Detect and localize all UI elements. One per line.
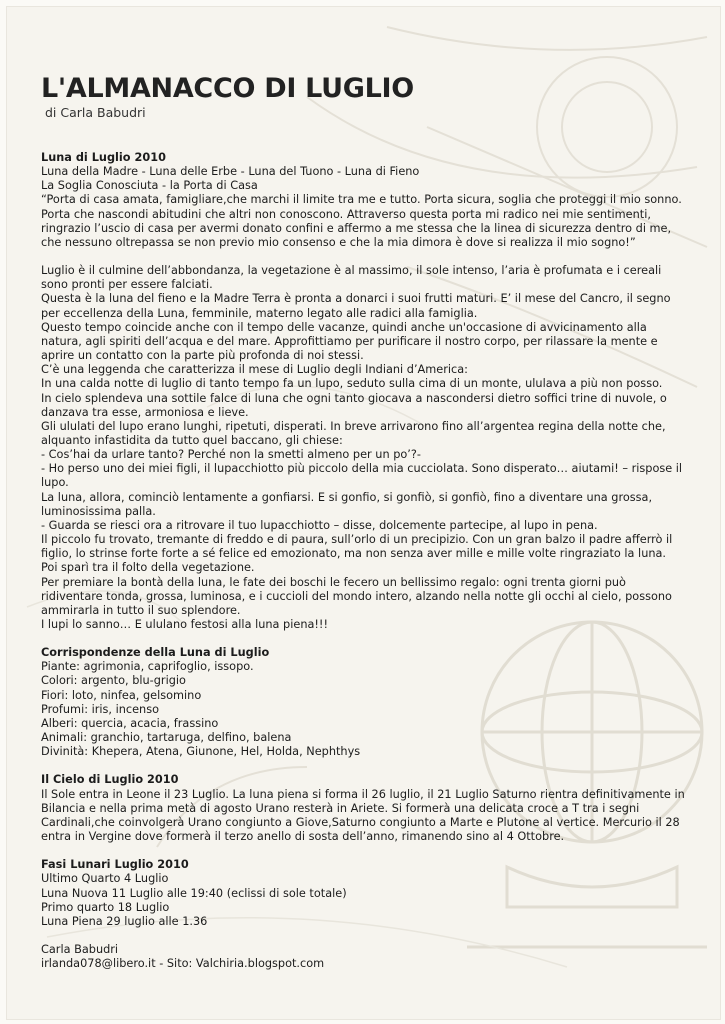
paragraph: In una calda notte di luglio di tanto tempo fa un lupo, seduto sulla cima di un monte, ululava a più non posso. [41, 377, 663, 391]
paragraph: Il Sole entra in Leone il 23 Luglio. La luna piena si forma il 26 luglio, il 21 Luglio Saturno rientra definitivamente in Bilancia e nella prima metà di agosto Urano resterà in Ariete. Si formerà una delicata croce a T tra i segni Cardinali,che coinvolgerà Urano congiunto a Giove,Saturno congiunto a Marte e Plutone al vertice. Mercurio il 28 entra in Vergine dove formerà il terzo anello di sosta dell’anno, rimanendo sino al 4 Ottobre. [41, 787, 685, 844]
author-byline: di Carla Babudri [45, 105, 146, 120]
list-item: Luna Nuova 11 Luglio alle 19:40 (eclissi di sole totale) [41, 886, 347, 900]
paragraph: I lupi lo sanno… E ululano festosi alla luna piena!!! [41, 618, 328, 631]
list-item: Piante: agrimonia, caprifoglio, issopo. [41, 660, 254, 674]
page-sheet [6, 6, 721, 1020]
article [41, 73, 686, 971]
list-item: Luna Piena 29 luglio alle 1.36 [41, 914, 208, 928]
paragraph: Il piccolo fu trovato, tremante di freddo e di paura, sull’orlo di un precipizio. Con un gran balzo il padre afferrò il figlio, lo strinse forte forte a sé felice ed emozionato, ma non senza aver mille e mille volte ringraziato la luna. Poi sparì tra il folto della vegetazione. [41, 533, 673, 575]
page-title: L'ALMANACCO DI LUGLIO [41, 73, 414, 104]
paragraph: Gli ululati del lupo erano lunghi, ripetuti, disperati. In breve arrivarono fino all’argentea regina della notte che, alquanto infastidita da tutto quel baccano, gli chiese: [41, 419, 666, 447]
paragraph: La Soglia Conosciuta - la Porta di Casa [41, 179, 258, 193]
paragraph: - Guarda se riesci ora a ritrovare il tuo lupacchiotto – disse, dolcemente partecipe, al lupo in pena. [41, 518, 598, 532]
section-heading-corrispondenze: Corrispondenze della Luna di Luglio [41, 646, 270, 660]
paragraph: Luna della Madre - Luna delle Erbe - Luna del Tuono - Luna di Fieno [41, 165, 420, 179]
paragraph: C’è una leggenda che caratterizza il mese di Luglio degli Indiani d’America: [41, 363, 468, 377]
section-heading-luna: Luna di Luglio 2010 [41, 151, 166, 164]
quote-paragraph: “Porta di casa amata, famigliare,che marchi il limite tra me e tutto. Porta sicura, soglia che proteggi il mio sonno. Porta che nascondi abitudini che altri non conoscono. Attraverso questa porta mi radico nei mie sentimenti, ringrazio l’uscio di casa per avermi donato confini e affermo a me stessa che la linea di sicurezza dentro di me, che nessuno oltrepassa se non previo mio consenso e che la mia dimora è dove si realizza il mio sogno!” [41, 193, 682, 249]
paragraph: In cielo splendeva una sottile falce di luna che ogni tanto giocava a nascondersi dietro soffici trine di nuvole, o danzava tra esse, armoniosa e lieve. [41, 391, 667, 419]
list-item: Fiori: loto, ninfea, gelsomino [41, 688, 202, 702]
paragraph: Per premiare la bontà della luna, le fate dei boschi le fecero un bellissimo regalo: ogni trenta giorni può ridiventare tonda, grossa, luminosa, e i cuccioli del mondo intero, alzando nella notte gli occhi al cielo, possono ammirarla in tutto il suo splendore. [41, 575, 672, 617]
signature-contact: irlanda078@libero.it - Sito: Valchiria.blogspot.com [41, 957, 325, 971]
paragraph: - Cos’hai da urlare tanto? Perché non la smetti almeno per un po’?- [41, 448, 421, 462]
paragraph: Questa è la luna del fieno e la Madre Terra è pronta a donarci i suoi frutti maturi. E’ il mese del Cancro, il segno per eccellenza della Luna, femminile, materno legato alle radici alla famiglia. [41, 292, 671, 320]
section-heading-fasi: Fasi Lunari Luglio 2010 [41, 858, 189, 872]
list-item: Alberi: quercia, acacia, frassino [41, 716, 219, 730]
list-item: Primo quarto 18 Luglio [41, 900, 170, 914]
paragraph: La luna, allora, cominciò lentamente a gonfiarsi. E si gonfio, si gonfiò, si gonfiò, fino a diventare una grossa, luminosissima palla. [41, 490, 653, 518]
list-item: Profumi: iris, incenso [41, 702, 160, 716]
list-item: Animali: granchio, tartaruga, delfino, balena [41, 731, 292, 745]
signature-name: Carla Babudri [41, 942, 119, 956]
article-body [41, 151, 686, 971]
list-item: Divinità: Khepera, Atena, Giunone, Hel, Holda, Nephthys [41, 745, 361, 759]
paragraph: Luglio è il culmine dell’abbondanza, la vegetazione è al massimo, il sole intenso, l’aria è profumata e i cereali sono pronti per essere falciati. [41, 264, 662, 292]
paragraph: - Ho perso uno dei miei figli, il lupacchiotto più piccolo della mia cucciolata. Sono disperato… aiutami! – rispose il lupo. [41, 462, 683, 490]
list-item: Colori: argento, blu-grigio [41, 674, 186, 688]
list-item: Ultimo Quarto 4 Luglio [41, 872, 169, 886]
section-heading-cielo: Il Cielo di Luglio 2010 [41, 773, 179, 787]
paragraph: Questo tempo coincide anche con il tempo delle vacanze, quindi anche un'occasione di avvicinamento alla natura, agli spiriti dell’acqua e del mare. Approfittiamo per purificare il nostro corpo, per rilassare la mente e aprire un contatto con la parte più profonda di noi stessi. [41, 320, 658, 363]
